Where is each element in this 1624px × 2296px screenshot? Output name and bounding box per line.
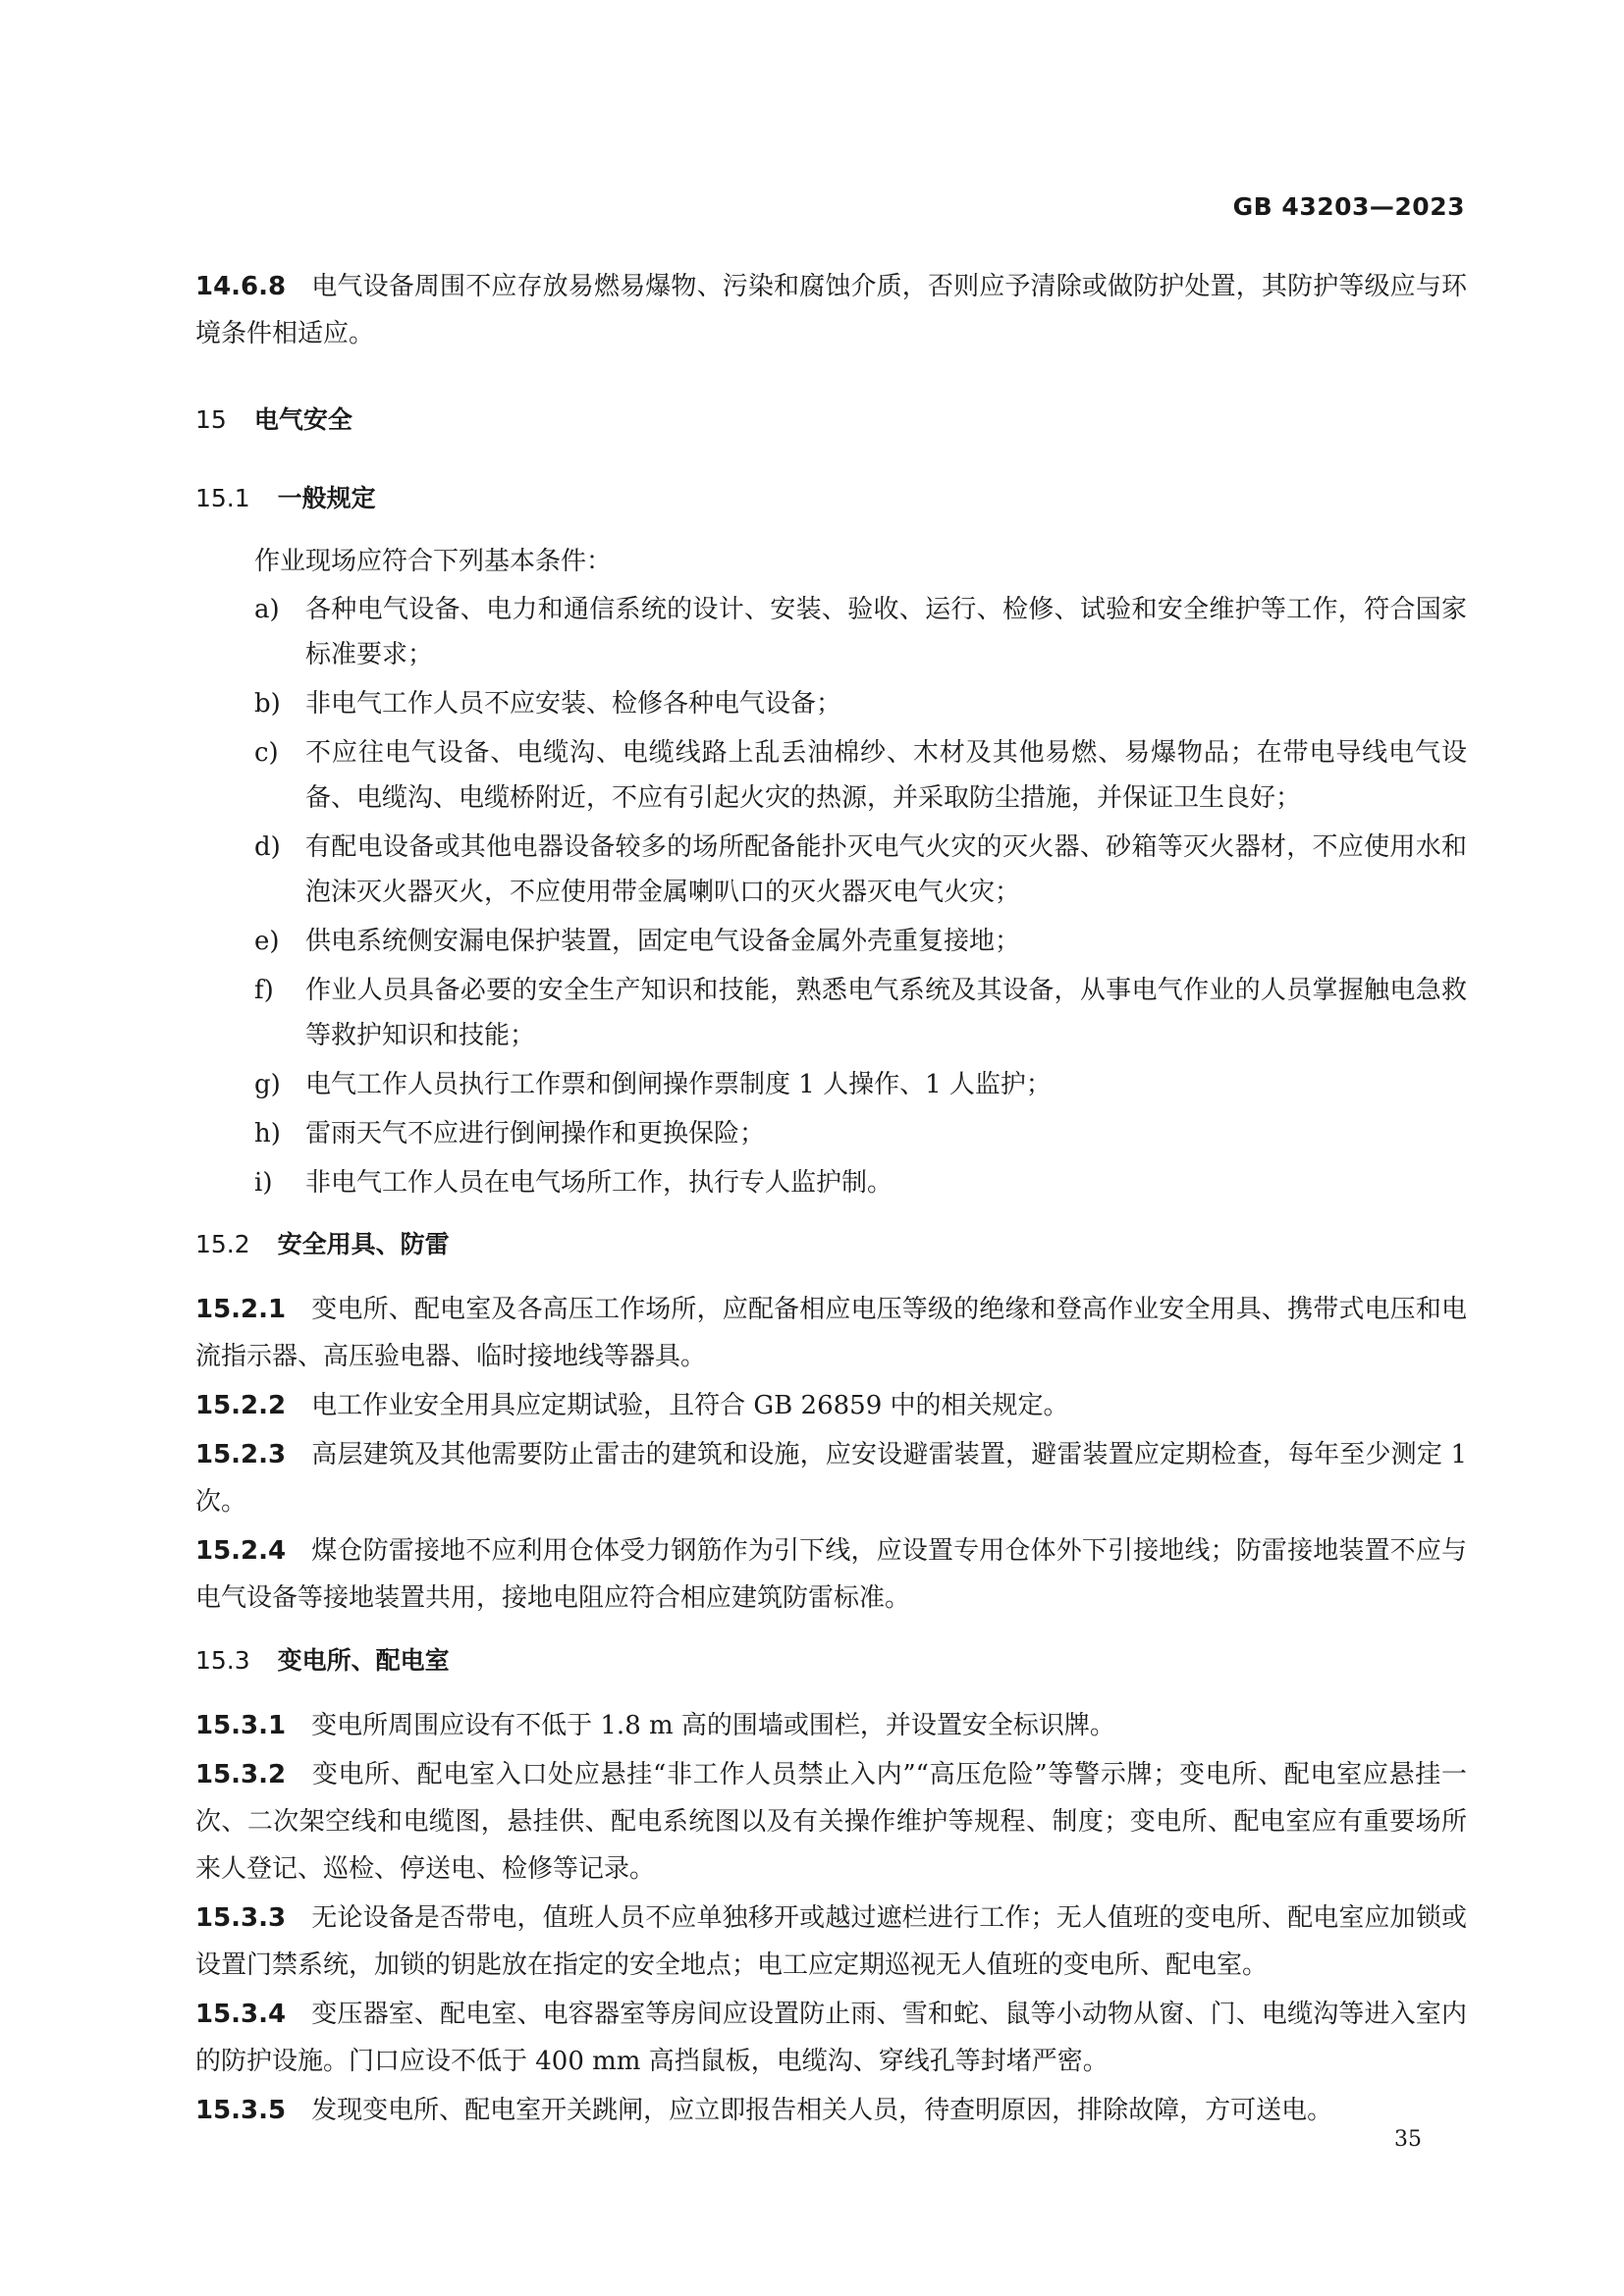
clause-number: 15.2.2 <box>195 1391 287 1420</box>
clause-15-3-2 <box>195 1751 1467 1893</box>
clause-15-2-4 <box>195 1527 1467 1622</box>
list-item <box>195 919 1467 964</box>
clause-15-2-1 <box>195 1286 1467 1380</box>
list-item <box>195 587 1467 677</box>
list-marker: f) <box>254 976 274 1005</box>
subsection-number: 15.3 <box>195 1646 250 1675</box>
list-item <box>195 825 1467 915</box>
clause-text: 变电所、配电室及各高压工作场所，应配备相应电压等级的绝缘和登高作业安全用具、携带式电压和电流指示器、高压验电器、临时接地线等器具。 <box>195 1295 1467 1371</box>
subsection-heading-15-3 <box>195 1639 1467 1682</box>
clause-text: 发现变电所、配电室开关跳闸，应立即报告相关人员，待查明原因，排除故障，方可送电。 <box>311 2096 1333 2125</box>
subsection-title: 安全用具、防雷 <box>277 1230 450 1258</box>
clause-text: 变压器室、配电室、电容器室等房间应设置防止雨、雪和蛇、鼠等小动物从窗、门、电缆沟等进入室内的防护设施。门口应设不低于 400 mm 高挡鼠板，电缆沟、穿线孔等封堵严密。 <box>195 2000 1467 2076</box>
section-title: 电气安全 <box>253 405 352 434</box>
list-marker: h) <box>254 1119 281 1148</box>
list-marker: d) <box>254 832 281 862</box>
subsection-number: 15.1 <box>195 484 250 512</box>
list-item <box>195 1062 1467 1107</box>
clause-number: 15.3.5 <box>195 2096 287 2125</box>
list-item-text: 电气工作人员执行工作票和倒闸操作票制度 1 人操作、1 人监护； <box>305 1070 1052 1099</box>
clause-15-3-1 <box>195 1702 1467 1749</box>
list-item-text: 雷雨天气不应进行倒闸操作和更换保险； <box>305 1119 766 1148</box>
clause-text: 煤仓防雷接地不应利用仓体受力钢筋作为引下线，应设置专用仓体外下引接地线；防雷接地装置不应与电气设备等接地装置共用，接地电阻应符合相应建筑防雷标准。 <box>195 1536 1467 1613</box>
clause-number: 15.3.2 <box>195 1760 287 1789</box>
list-item-text: 有配电设备或其他电器设备较多的场所配备能扑灭电气火灾的灭火器、砂箱等灭火器材，不应使用水和泡沫灭火器灭火，不应使用带金属喇叭口的灭火器灭电气火灾； <box>305 832 1467 907</box>
clause-number: 15.2.4 <box>195 1536 287 1566</box>
clause-number: 15.3.1 <box>195 1711 287 1740</box>
list-marker: e) <box>254 927 280 956</box>
clause-15-3-4 <box>195 1991 1467 2085</box>
clause-number: 15.3.4 <box>195 2000 287 2029</box>
list-item-text: 非电气工作人员在电气场所工作，执行专人监护制。 <box>305 1168 893 1198</box>
page-number: 35 <box>1394 2127 1422 2152</box>
section-heading-15 <box>195 399 1467 442</box>
list-item-text: 不应往电气设备、电缆沟、电缆线路上乱丢油棉纱、木材及其他易燃、易爆物品；在带电导线电气设备、电缆沟、电缆桥附近，不应有引起火灾的热源，并采取防尘措施，并保证卫生良好； <box>305 738 1467 813</box>
list-item <box>195 681 1467 726</box>
list-item-text: 供电系统侧安漏电保护装置，固定电气设备金属外壳重复接地； <box>305 927 1021 956</box>
clause-text: 电气设备周围不应存放易燃易爆物、污染和腐蚀介质，否则应予清除或做防护处置，其防护等级应与环境条件相适应。 <box>195 272 1467 348</box>
clause-text: 电工作业安全用具应定期试验，且符合 GB 26859 中的相关规定。 <box>311 1391 1069 1420</box>
clause-number: 14.6.8 <box>195 272 287 301</box>
list-marker: a) <box>254 595 280 624</box>
document-body <box>195 263 1467 2136</box>
list-marker: g) <box>254 1070 281 1099</box>
list-item <box>195 1160 1467 1205</box>
list-marker: b) <box>254 689 281 719</box>
clause-text: 高层建筑及其他需要防止雷击的建筑和设施，应安设避雷装置，避雷装置应定期检查，每年至少测定 1 次。 <box>195 1440 1467 1517</box>
clause-text: 无论设备是否带电，值班人员不应单独移开或越过遮栏进行工作；无人值班的变电所、配电室应加锁或设置门禁系统，加锁的钥匙放在指定的安全地点；电工应定期巡视无人值班的变电所、配电室。 <box>195 1903 1467 1980</box>
clause-number: 15.2.1 <box>195 1295 287 1324</box>
list-marker: c) <box>254 738 279 768</box>
clause-14-6-8 <box>195 263 1467 357</box>
subsection-heading-15-2 <box>195 1223 1467 1266</box>
subsection-title: 变电所、配电室 <box>277 1646 450 1675</box>
list-item-text: 各种电气设备、电力和通信系统的设计、安装、验收、运行、检修、试验和安全维护等工作，符合国家标准要求； <box>305 595 1467 669</box>
list-item-text: 非电气工作人员不应安装、检修各种电气设备； <box>305 689 842 719</box>
clause-15-2-2 <box>195 1382 1467 1429</box>
list-item <box>195 968 1467 1058</box>
clause-text: 变电所周围应设有不低于 1.8 m 高的围墙或围栏，并设置安全标识牌。 <box>311 1711 1115 1740</box>
subsection-heading-15-1 <box>195 477 1467 520</box>
document-code: GB 43203—2023 <box>1232 192 1465 221</box>
section-number: 15 <box>195 405 227 434</box>
clause-15-3-5 <box>195 2087 1467 2134</box>
subsection-title: 一般规定 <box>277 484 376 512</box>
subsection-number: 15.2 <box>195 1230 250 1258</box>
clause-number: 15.2.3 <box>195 1440 287 1469</box>
clause-15-3-3 <box>195 1895 1467 1989</box>
list-item <box>195 730 1467 821</box>
clause-text: 变电所、配电室入口处应悬挂“非工作人员禁止入内”“高压危险”等警示牌；变电所、配电室应悬挂一次、二次架空线和电缆图，悬挂供、配电系统图以及有关操作维护等规程、制度；变电所、配电室应有重要场所来人登记、巡检、停送电、检修等记录。 <box>195 1760 1467 1884</box>
list-item-text: 作业人员具备必要的安全生产知识和技能，熟悉电气系统及其设备，从事电气作业的人员掌握触电急救等救护知识和技能； <box>305 976 1467 1050</box>
list-intro: 作业现场应符合下列基本条件： <box>254 547 613 576</box>
requirements-list <box>195 587 1467 1205</box>
clause-number: 15.3.3 <box>195 1903 287 1933</box>
list-marker: i) <box>254 1168 273 1198</box>
clause-15-2-3 <box>195 1431 1467 1525</box>
list-item <box>195 1111 1467 1156</box>
